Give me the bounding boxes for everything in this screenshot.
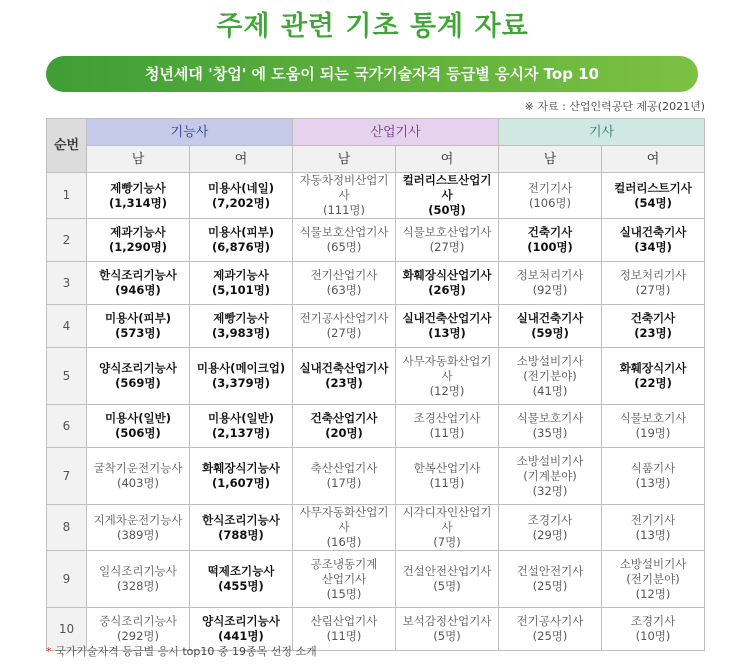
qualification-name: 건축산업기사: [310, 411, 378, 425]
applicant-count: (292명): [116, 629, 160, 643]
qualification-name: 전기공사산업기사: [299, 311, 389, 325]
qualification-cell: [602, 173, 705, 219]
qualification-name: 전기기사: [527, 180, 573, 195]
qualification-name: 식품기사: [630, 461, 676, 475]
qualification-name: 양식조리기능사: [99, 361, 177, 375]
qualification-cell: [87, 305, 190, 348]
qualification-cell: [87, 262, 190, 305]
qualification-cell: [396, 551, 499, 608]
rank-cell: 7: [47, 448, 87, 505]
applicant-count: (10명): [635, 629, 671, 643]
applicant-count: (19명): [635, 426, 671, 440]
qualification-cell: [87, 219, 190, 262]
applicant-count: (946명): [115, 283, 161, 297]
sub-header-female: 여: [190, 146, 293, 173]
qualification-name: 미용사(네일): [207, 180, 275, 195]
qualification-name: 전기기사: [630, 512, 676, 527]
qualification-cell: [396, 173, 499, 219]
qualification-cell: [499, 262, 602, 305]
qualification-cell: [499, 219, 602, 262]
rank-cell: 5: [47, 348, 87, 405]
applicant-count: (1,607명): [212, 476, 270, 490]
applicant-count: (25명): [532, 579, 568, 593]
qualification-cell: [499, 551, 602, 608]
rank-header: 순번: [47, 119, 87, 173]
qualification-cell: [190, 348, 293, 405]
applicant-count: (506명): [115, 426, 161, 440]
group-header-industrial-engineer: 산업기사: [293, 119, 499, 146]
qualification-cell: [396, 448, 499, 505]
qualification-name: 산림산업기사: [310, 614, 378, 628]
qualification-name: 화훼장식산업기사: [402, 268, 492, 282]
applicant-count: (29명): [532, 527, 568, 542]
footer-note: [46, 643, 317, 659]
qualification-cell: [87, 173, 190, 219]
applicant-count: (27명): [635, 283, 671, 297]
qualification-cell: [602, 305, 705, 348]
applicant-count: (92명): [532, 283, 568, 297]
qualification-name: 화훼장식기능사: [202, 461, 280, 475]
applicant-count: (22명): [634, 376, 672, 390]
rank-cell: 4: [47, 305, 87, 348]
qualification-name: 컬러리스트기사: [614, 180, 692, 195]
qualification-name: 일식조리기능사: [99, 564, 177, 578]
applicant-count: (13명): [635, 527, 671, 542]
applicant-count: (11명): [429, 476, 465, 490]
qualification-cell: [602, 608, 705, 651]
applicant-count: (5명): [433, 629, 461, 643]
qualification-cell: [293, 219, 396, 262]
qualification-name: 굴착기운전기능사: [93, 461, 183, 475]
group-header-craftsman: 기능사: [87, 119, 293, 146]
qualification-name: 미용사(일반): [207, 411, 275, 425]
statistics-table: [46, 118, 705, 651]
qualification-cell: [190, 173, 293, 219]
qualification-name: 미용사(피부): [207, 225, 275, 239]
qualification-name: 중식조리기능사: [99, 614, 177, 628]
rank-cell: 6: [47, 405, 87, 448]
applicant-count: (328명): [116, 579, 160, 593]
applicant-count: (11명): [326, 629, 362, 643]
qualification-name: 제과기능사: [213, 268, 269, 282]
qualification-cell: [499, 173, 602, 219]
qualification-cell: [190, 405, 293, 448]
applicant-count: (569명): [115, 376, 161, 390]
qualification-cell: [602, 551, 705, 608]
qualification-name: (전기분야): [523, 368, 577, 383]
applicant-count: (389명): [116, 527, 160, 542]
qualification-name: 양식조리기능사: [202, 614, 280, 628]
qualification-name: 산업기사: [321, 571, 367, 586]
applicant-count: (3,379명): [212, 376, 270, 390]
applicant-count: (455명): [218, 579, 264, 593]
qualification-name: 조경기사: [630, 614, 676, 628]
qualification-cell: [602, 219, 705, 262]
applicant-count: (15명): [326, 586, 362, 601]
applicant-count: (403명): [116, 476, 160, 490]
qualification-cell: [293, 305, 396, 348]
applicant-count: (5,101명): [212, 283, 270, 297]
table-row: [47, 173, 705, 219]
table-row: [47, 551, 705, 608]
qualification-name: 건설안전산업기사: [402, 564, 492, 578]
qualification-cell: [293, 262, 396, 305]
qualification-name: 정보처리기사: [516, 268, 584, 282]
applicant-count: (41명): [532, 383, 568, 398]
applicant-count: (441명): [218, 629, 264, 643]
applicant-count: (34명): [634, 240, 672, 254]
qualification-name: 건축기사: [527, 225, 573, 239]
applicant-count: (573명): [115, 326, 161, 340]
qualification-cell: [87, 405, 190, 448]
sub-header-female: 여: [396, 146, 499, 173]
source-note: ※ 자료 : 산업인력공단 제공(2021년): [524, 100, 705, 113]
applicant-count: (111명): [322, 203, 366, 217]
table-row: [47, 448, 705, 505]
rank-cell: 8: [47, 505, 87, 551]
qualification-name: 실내건축기사: [516, 311, 584, 325]
table-row: [47, 405, 705, 448]
qualification-name: 제빵기능사: [213, 311, 269, 325]
qualification-name: 한식조리기능사: [202, 512, 280, 527]
qualification-name: 공조냉동기계: [310, 556, 378, 571]
qualification-name: 떡제조기능사: [207, 564, 275, 578]
qualification-cell: [190, 219, 293, 262]
qualification-name: 보석감정산업기사: [402, 614, 492, 628]
table-row: [47, 219, 705, 262]
qualification-name: 미용사(피부): [104, 311, 172, 325]
applicant-count: (23명): [634, 326, 672, 340]
qualification-cell: [602, 348, 705, 405]
rank-cell: 3: [47, 262, 87, 305]
qualification-name: 사무자동화산업기사: [402, 353, 492, 383]
qualification-cell: [87, 551, 190, 608]
sub-header-male: 남: [499, 146, 602, 173]
qualification-cell: [293, 348, 396, 405]
applicant-count: (2,137명): [212, 426, 270, 440]
qualification-name: 지게차운전기능사: [93, 512, 183, 527]
applicant-count: (11명): [429, 426, 465, 440]
qualification-cell: [87, 505, 190, 551]
qualification-name: 식물보호기사: [516, 411, 584, 425]
qualification-cell: [293, 551, 396, 608]
qualification-cell: [396, 505, 499, 551]
qualification-name: 미용사(일반): [104, 411, 172, 425]
qualification-cell: [293, 173, 396, 219]
applicant-count: (7,202명): [212, 195, 270, 210]
qualification-cell: [190, 551, 293, 608]
table-row: [47, 348, 705, 405]
qualification-name: 화훼장식기사: [619, 361, 687, 375]
applicant-count: (3,983명): [212, 326, 270, 340]
qualification-cell: [87, 448, 190, 505]
qualification-cell: [190, 448, 293, 505]
qualification-name: 조경기사: [527, 512, 573, 527]
qualification-name: 사무자동화산업기사: [299, 505, 389, 534]
applicant-count: (16명): [326, 535, 362, 549]
qualification-name: 한복산업기사: [413, 461, 481, 475]
table-row: [47, 505, 705, 551]
qualification-name: 소방설비기사: [516, 453, 584, 468]
qualification-name: 자동차정비산업기사: [299, 173, 389, 202]
footnote-star: *: [46, 645, 52, 658]
qualification-cell: [396, 219, 499, 262]
applicant-count: (100명): [527, 240, 573, 254]
qualification-cell: [293, 448, 396, 505]
page-title: 주제 관련 기초 통계 자료: [216, 11, 529, 42]
qualification-cell: [499, 348, 602, 405]
qualification-name: 소방설비기사: [516, 353, 584, 368]
qualification-name: 제빵기능사: [110, 180, 166, 195]
applicant-count: (1,290명): [109, 240, 167, 254]
qualification-cell: [293, 505, 396, 551]
qualification-cell: [396, 262, 499, 305]
sub-header-male: 남: [87, 146, 190, 173]
qualification-name: 소방설비기사: [619, 556, 687, 571]
qualification-name: 정보처리기사: [619, 268, 687, 282]
table-body: [47, 173, 705, 651]
qualification-name: 축산산업기사: [310, 461, 378, 475]
qualification-cell: [293, 405, 396, 448]
qualification-name: 건축기사: [630, 311, 676, 325]
qualification-name: (기계분야): [523, 468, 577, 483]
applicant-count: (27명): [326, 326, 362, 340]
applicant-count: (27명): [429, 240, 465, 254]
applicant-count: (26명): [428, 283, 466, 297]
qualification-cell: [602, 405, 705, 448]
applicant-count: (13명): [428, 326, 466, 340]
qualification-name: 전기산업기사: [310, 268, 378, 282]
qualification-cell: [396, 608, 499, 651]
qualification-name: 식물보호산업기사: [299, 225, 389, 239]
qualification-name: (전기분야): [626, 571, 680, 586]
qualification-name: 식물보호산업기사: [402, 225, 492, 239]
qualification-cell: [190, 505, 293, 551]
rank-cell: 10: [47, 608, 87, 651]
applicant-count: (7명): [433, 535, 461, 549]
qualification-name: 실내건축산업기사: [299, 361, 389, 375]
rank-cell: 2: [47, 219, 87, 262]
qualification-cell: [499, 505, 602, 551]
qualification-cell: [396, 348, 499, 405]
applicant-count: (50명): [428, 203, 466, 217]
applicant-count: (5명): [433, 579, 461, 593]
qualification-cell: [602, 448, 705, 505]
qualification-cell: [190, 305, 293, 348]
qualification-cell: [396, 305, 499, 348]
applicant-count: (20명): [325, 426, 363, 440]
sub-header-female: 여: [602, 146, 705, 173]
applicant-count: (35명): [532, 426, 568, 440]
qualification-name: 한식조리기능사: [99, 268, 177, 282]
rank-cell: 1: [47, 173, 87, 219]
qualification-name: 전기공사기사: [516, 614, 584, 628]
sub-header-male: 남: [293, 146, 396, 173]
qualification-name: 실내건축기사: [619, 225, 687, 239]
applicant-count: (25명): [532, 629, 568, 643]
applicant-count: (63명): [326, 283, 362, 297]
qualification-cell: [499, 405, 602, 448]
applicant-count: (1,314명): [109, 195, 167, 210]
applicant-count: (54명): [634, 195, 672, 210]
applicant-count: (17명): [326, 476, 362, 490]
table-row: [47, 262, 705, 305]
applicant-count: (6,876명): [212, 240, 270, 254]
qualification-cell: [87, 348, 190, 405]
applicant-count: (59명): [531, 326, 569, 340]
group-header-engineer: 기사: [499, 119, 705, 146]
qualification-name: 미용사(메이크업): [196, 361, 286, 375]
qualification-cell: [499, 608, 602, 651]
qualification-cell: [602, 262, 705, 305]
subtitle-banner: 청년세대 '창업' 에 도움이 되는 국가기술자격 등급별 응시자 Top 10: [46, 56, 698, 92]
qualification-cell: [499, 448, 602, 505]
qualification-cell: [190, 262, 293, 305]
qualification-name: 컬러리스트산업기사: [402, 173, 492, 202]
qualification-name: 제과기능사: [110, 225, 166, 239]
qualification-name: 조경산업기사: [413, 411, 481, 425]
applicant-count: (12명): [429, 383, 465, 398]
qualification-name: 실내건축산업기사: [402, 311, 492, 325]
footnote-text: 국가기술자격 등급별 응시 top10 중 19종목 선정 소개: [51, 645, 317, 658]
applicant-count: (13명): [635, 476, 671, 490]
qualification-name: 시각디자인산업기사: [402, 505, 492, 534]
applicant-count: (65명): [326, 240, 362, 254]
applicant-count: (23명): [325, 376, 363, 390]
applicant-count: (788명): [218, 527, 264, 542]
applicant-count: (106명): [528, 195, 572, 210]
qualification-name: 식물보호기사: [619, 411, 687, 425]
table-row: [47, 305, 705, 348]
rank-cell: 9: [47, 551, 87, 608]
qualification-name: 건설안전기사: [516, 564, 584, 578]
applicant-count: (32명): [532, 483, 568, 498]
qualification-cell: [602, 505, 705, 551]
qualification-cell: [499, 305, 602, 348]
applicant-count: (12명): [635, 586, 671, 601]
qualification-cell: [396, 405, 499, 448]
